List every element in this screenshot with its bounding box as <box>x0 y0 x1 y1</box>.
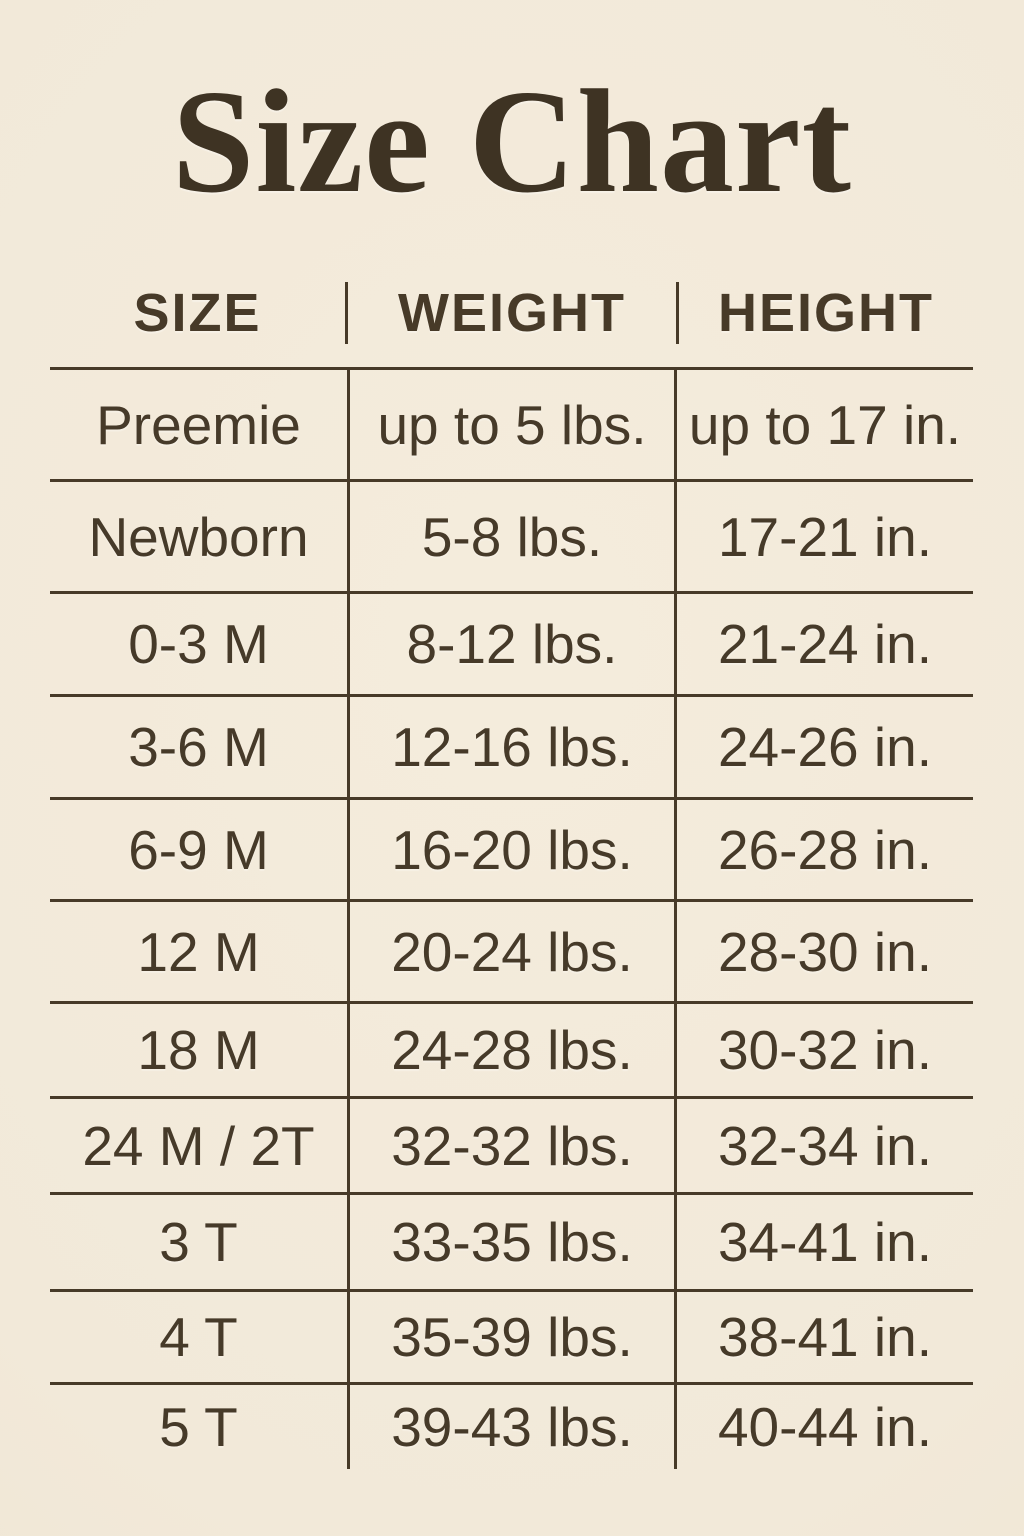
cell-size: 3-6 M <box>128 716 269 778</box>
table-row <box>50 1289 973 1382</box>
table-row <box>50 1192 973 1289</box>
page-title: Size Chart <box>172 60 852 224</box>
cell-weight: 39-43 lbs. <box>347 1385 677 1469</box>
cell-weight: up to 5 lbs. <box>347 370 677 479</box>
table-row <box>50 1001 973 1096</box>
table-row <box>50 367 973 479</box>
table-row <box>50 479 973 591</box>
cell-size: 3 T <box>159 1211 238 1273</box>
cell-weight: 20-24 lbs. <box>347 902 677 1001</box>
cell-height: 38-41 in. <box>717 1306 933 1368</box>
cell-weight: 5-8 lbs. <box>347 482 677 591</box>
table-row <box>50 1096 973 1192</box>
cell-height: 28-30 in. <box>717 920 933 983</box>
cell-height: 26-28 in. <box>717 818 933 881</box>
cell-size: Newborn <box>88 505 309 568</box>
cell-size: Preemie <box>96 393 301 456</box>
cell-weight: 33-35 lbs. <box>347 1195 677 1289</box>
size-chart-table <box>50 367 973 1469</box>
cell-size: 5 T <box>159 1396 238 1458</box>
column-header-height: HEIGHT <box>717 283 934 343</box>
cell-weight: 35-39 lbs. <box>347 1292 677 1382</box>
cell-height: 32-34 in. <box>717 1114 933 1177</box>
table-header-row <box>50 276 973 350</box>
table-row <box>50 591 973 694</box>
cell-weight: 24-28 lbs. <box>347 1004 677 1096</box>
cell-size: 0-3 M <box>128 613 269 675</box>
cell-size: 24 M / 2T <box>82 1114 315 1177</box>
cell-height: 21-24 in. <box>717 613 933 675</box>
cell-weight: 32-32 lbs. <box>347 1099 677 1192</box>
column-header-weight: WEIGHT <box>345 282 679 344</box>
cell-size: 18 M <box>137 1019 260 1081</box>
cell-size: 4 T <box>159 1306 238 1368</box>
cell-weight: 12-16 lbs. <box>347 697 677 797</box>
cell-height: up to 17 in. <box>688 393 962 456</box>
cell-weight: 16-20 lbs. <box>347 800 677 899</box>
cell-size: 6-9 M <box>128 818 269 881</box>
cell-height: 34-41 in. <box>717 1211 933 1273</box>
cell-height: 40-44 in. <box>717 1396 933 1458</box>
table-row <box>50 694 973 797</box>
table-row <box>50 797 973 899</box>
cell-weight: 8-12 lbs. <box>347 594 677 694</box>
table-row <box>50 1382 973 1469</box>
column-header-size: SIZE <box>133 283 262 343</box>
cell-height: 17-21 in. <box>717 505 933 568</box>
cell-size: 12 M <box>137 920 260 983</box>
cell-height: 30-32 in. <box>717 1019 933 1081</box>
cell-height: 24-26 in. <box>717 716 933 778</box>
table-row <box>50 899 973 1001</box>
